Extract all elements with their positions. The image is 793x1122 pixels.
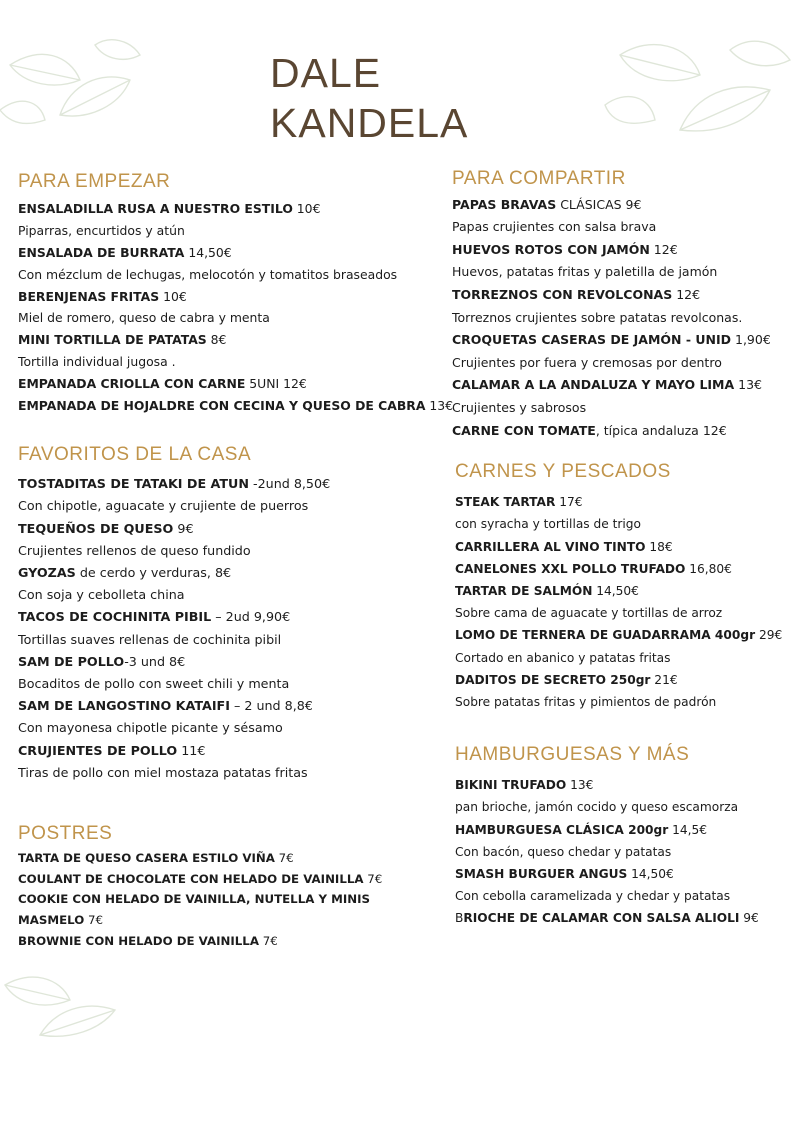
menu-item-description: Tortillas suaves rellenas de cochinita pibil: [18, 631, 282, 647]
menu-item-description: Huevos, patatas fritas y paletilla de jamón: [452, 264, 718, 280]
section-title: FAVORITOS DE LA CASA: [18, 444, 252, 465]
menu-item: TOSTADITAS DE TATAKI DE ATUN -2und 8,50€: [18, 476, 331, 492]
title-line-2: KANDELA: [270, 100, 469, 146]
menu-item: TARTA DE QUESO CASERA ESTILO VIÑA 7€: [18, 850, 294, 865]
menu-item: HUEVOS ROTOS CON JAMÓN 12€: [452, 241, 678, 257]
menu-item-description: con syracha y tortillas de trigo: [455, 517, 642, 532]
menu-item-description: Con mézclum de lechugas, melocotón y tomatitos braseados: [18, 266, 398, 282]
menu-item: CRUJIENTES DE POLLO 11€: [18, 742, 206, 758]
menu-item-description: Tortilla individual jugosa .: [18, 354, 176, 370]
section-title: HAMBURGUESAS Y MÁS: [455, 744, 690, 765]
section-postres: [18, 824, 438, 952]
menu-item-description: pan brioche, jamón cocido y queso escamorza: [455, 800, 739, 815]
leaf-decoration-top-left: [0, 35, 150, 135]
menu-item: BERENJENAS FRITAS 10€: [18, 288, 187, 304]
menu-item: BIKINI TRUFADO 13€: [455, 778, 594, 793]
menu-item-description: Bocaditos de pollo con sweet chili y menta: [18, 676, 290, 692]
section-title: POSTRES: [18, 823, 113, 844]
menu-item: CROQUETAS CASERAS DE JAMÓN - UNID 1,90€: [452, 332, 771, 348]
restaurant-title: [270, 48, 468, 148]
menu-item: EMPANADA CRIOLLA CON CARNE 5UNI 12€: [18, 376, 307, 392]
menu-item-description: Tiras de pollo con miel mostaza patatas fritas: [18, 764, 308, 780]
menu-item: SMASH BURGUER ANGUS 14,50€: [455, 867, 674, 882]
menu-item: BROWNIE CON HELADO DE VAINILLA 7€: [18, 933, 278, 948]
menu-item-description: Piparras, encurtidos y atún: [18, 222, 185, 238]
menu-item-description: Miel de romero, queso de cabra y menta: [18, 310, 270, 326]
menu-item: ENSALADILLA RUSA A NUESTRO ESTILO 10€: [18, 200, 321, 216]
section-para-empezar: [18, 171, 458, 417]
section-favoritos: [18, 444, 438, 784]
menu-item: TACOS DE COCHINITA PIBIL – 2ud 9,90€: [18, 609, 291, 625]
menu-item-description: Con cebolla caramelizada y chedar y patatas: [455, 889, 731, 904]
section-title: PARA EMPEZAR: [18, 171, 171, 192]
menu-item: COULANT DE CHOCOLATE CON HELADO DE VAINILLA 7€: [18, 871, 383, 886]
menu-item-description: Con chipotle, aguacate y crujiente de puerros: [18, 498, 309, 514]
menu-item: MASMELO 7€: [18, 913, 104, 928]
section-para-compartir: [452, 168, 787, 442]
menu-item: SAM DE POLLO-3 und 8€: [18, 653, 186, 669]
menu-item: HAMBURGUESA CLÁSICA 200gr 14,5€: [455, 822, 708, 837]
menu-item: MINI TORTILLA DE PATATAS 8€: [18, 332, 227, 348]
menu-item-description: Crujientes rellenos de queso fundido: [18, 542, 251, 558]
menu-item: LOMO DE TERNERA DE GUADARRAMA 400gr 29€: [455, 628, 783, 643]
menu-item: STEAK TARTAR 17€: [455, 495, 583, 510]
menu-item: SAM DE LANGOSTINO KATAIFI – 2 und 8,8€: [18, 698, 313, 714]
menu-item-description: Papas crujientes con salsa brava: [452, 219, 657, 235]
menu-item-description: Crujientes y sabrosos: [452, 399, 587, 415]
section-title: CARNES Y PESCADOS: [455, 461, 671, 482]
menu-item: PAPAS BRAVAS CLÁSICAS 9€: [452, 196, 642, 212]
section-title: PARA COMPARTIR: [452, 168, 626, 189]
menu-item: CARNE CON TOMATE, típica andaluza 12€: [452, 422, 727, 438]
menu-item: CALAMAR A LA ANDALUZA Y MAYO LIMA 13€: [452, 377, 763, 393]
leaf-decoration-top-right: [600, 35, 793, 145]
menu-item-description: Torreznos crujientes sobre patatas revolconas.: [452, 309, 743, 325]
section-carnes-pescados: [455, 461, 785, 713]
section-hamburguesas: [455, 744, 785, 930]
menu-item: CANELONES XXL POLLO TRUFADO 16,80€: [455, 561, 732, 576]
menu-item: TEQUEÑOS DE QUESO 9€: [18, 520, 194, 536]
leaf-decoration-bottom-left: [0, 965, 130, 1040]
menu-item: ENSALADA DE BURRATA 14,50€: [18, 244, 232, 260]
menu-item: DADITOS DE SECRETO 250gr 21€: [455, 672, 678, 687]
menu-item: TORREZNOS CON REVOLCONAS 12€: [452, 286, 701, 302]
menu-item-description: Con bacón, queso chedar y patatas: [455, 844, 672, 859]
menu-item: CARRILLERA AL VINO TINTO 18€: [455, 539, 673, 554]
menu-item-description: Cortado en abanico y patatas fritas: [455, 650, 671, 665]
menu-item: TARTAR DE SALMÓN 14,50€: [455, 584, 639, 599]
menu-item: COOKIE CON HELADO DE VAINILLA, NUTELLA Y MINIS: [18, 892, 370, 907]
menu-item: BRIOCHE DE CALAMAR CON SALSA ALIOLI 9€: [455, 911, 759, 926]
menu-item-description: Crujientes por fuera y cremosas por dentro: [452, 354, 722, 370]
menu-item-description: Con soja y cebolleta china: [18, 587, 185, 603]
menu-item-description: Con mayonesa chipotle picante y sésamo: [18, 720, 283, 736]
menu-item-description: Sobre patatas fritas y pimientos de padrón: [455, 695, 717, 710]
menu-item-description: Sobre cama de aguacate y tortillas de arroz: [455, 606, 723, 621]
menu-item: GYOZAS de cerdo y verduras, 8€: [18, 565, 232, 581]
title-line-1: DALE: [270, 50, 382, 96]
menu-item: EMPANADA DE HOJALDRE CON CECINA Y QUESO DE CABRA 13€: [18, 398, 454, 414]
